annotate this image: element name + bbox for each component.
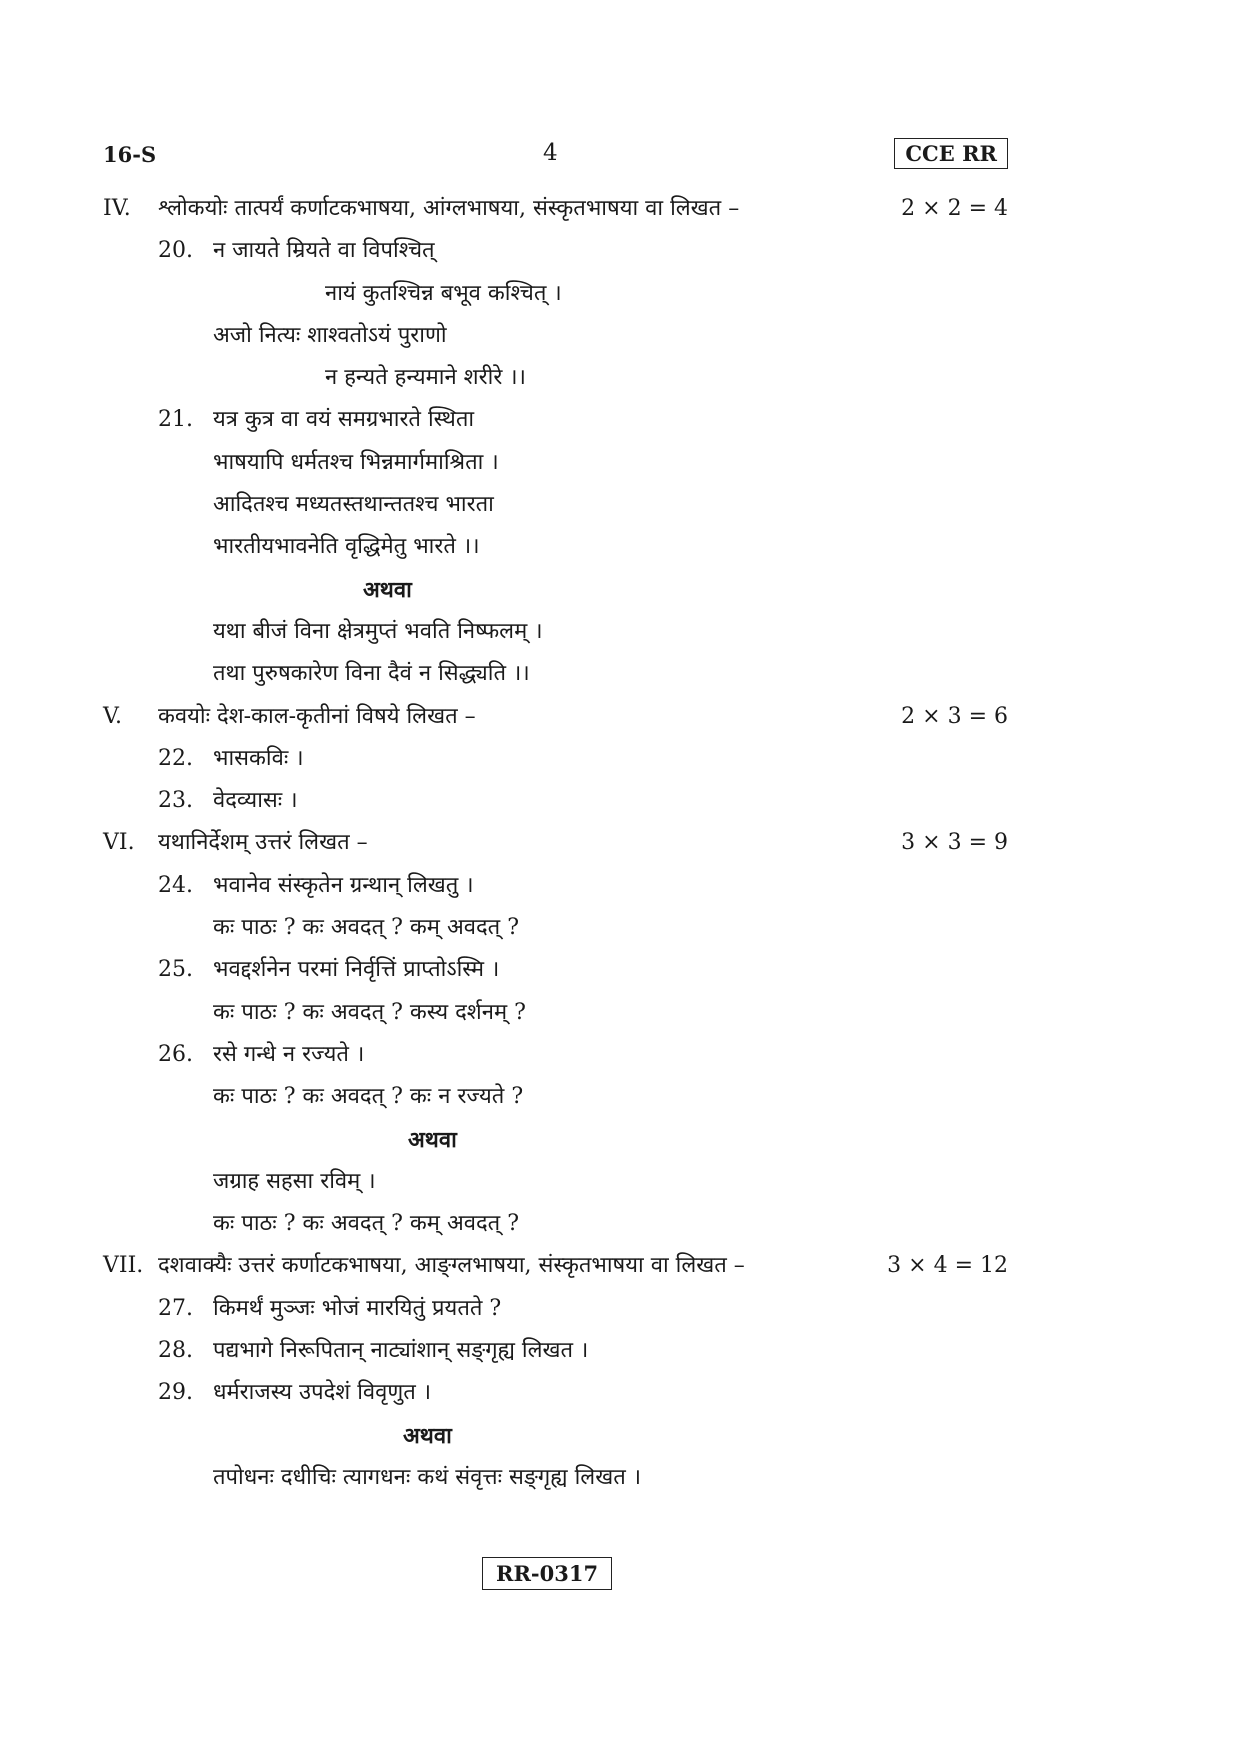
page-number: 4	[543, 140, 558, 166]
question-number: 27.	[158, 1295, 193, 1321]
question-22	[103, 738, 1008, 780]
section-marks: 3 × 4 = 12	[887, 1253, 1008, 1279]
question-text: वेदव्यासः ।	[213, 788, 298, 814]
or-label: अथवा	[408, 1126, 457, 1153]
section-instruction: दशवाक्यैः उत्तरं कर्णाटकभाषया, आङ्ग्लभाषया, संस्कृतभाषया वा लिखत –	[158, 1253, 745, 1279]
question-text: जग्राह सहसा रविम् ।	[213, 1168, 376, 1194]
verse-line: यथा बीजं विना क्षेत्रमुप्तं भवति निष्फलम् ।	[213, 618, 543, 644]
section-iv-heading	[103, 188, 1008, 230]
section-v-heading	[103, 696, 1008, 738]
question-number: 25.	[158, 957, 193, 983]
question-content	[103, 188, 1008, 1499]
paper-code: 16-S	[103, 142, 157, 167]
or-divider	[103, 1119, 1008, 1161]
question-21	[103, 399, 1008, 441]
section-number: IV.	[103, 196, 131, 221]
alternative-line	[103, 611, 1008, 653]
alternative-line	[103, 1161, 1008, 1203]
verse-line-row	[103, 315, 1008, 357]
question-number: 22.	[158, 745, 193, 771]
or-label: अथवा	[363, 576, 412, 603]
verse-line: यत्र कुत्र वा वयं समग्रभारते स्थिता	[213, 407, 475, 433]
question-text: भासकविः ।	[213, 745, 304, 771]
alternative-line	[103, 1457, 1008, 1499]
question-27	[103, 1288, 1008, 1330]
verse-line: नायं कुतश्चिन्न बभूव कश्चित् ।	[325, 280, 562, 306]
question-number: 21.	[158, 407, 193, 433]
sub-question: कः पाठः ? कः अवदत् ? कस्य दर्शनम् ?	[213, 999, 526, 1025]
verse-line: तथा पुरुषकारेण विना दैवं न सिद्ध्यति ।।	[213, 661, 530, 687]
section-instruction: यथानिर्देशम् उत्तरं लिखत –	[158, 830, 368, 856]
question-text: रसे गन्धे न रज्यते ।	[213, 1041, 365, 1067]
sub-question: कः पाठः ? कः अवदत् ? कम् अवदत् ?	[213, 1211, 520, 1237]
verse-line: आदितश्च मध्यतस्तथान्ततश्च भारता	[213, 492, 494, 518]
footer-code-box: RR-0317	[482, 1557, 612, 1590]
question-text: धर्मराजस्य उपदेशं विवृणुत ।	[213, 1380, 432, 1406]
or-divider	[103, 569, 1008, 611]
series-box: CCE RR	[894, 138, 1008, 169]
section-instruction: कवयोः देश-काल-कृतीनां विषये लिखत –	[158, 703, 476, 729]
verse-line-row	[103, 442, 1008, 484]
sub-question: कः पाठः ? कः अवदत् ? कः न रज्यते ?	[213, 1084, 524, 1110]
question-number: 24.	[158, 872, 193, 898]
question-number: 29.	[158, 1380, 193, 1406]
verse-line-row	[103, 357, 1008, 399]
verse-line: भाषयापि धर्मतश्च भिन्नमार्गमाश्रिता ।	[213, 449, 499, 475]
section-number: V.	[103, 703, 123, 729]
question-29	[103, 1372, 1008, 1414]
question-text: भवद्दर्शनेन परमां निर्वृत्तिं प्राप्तोऽस्मि ।	[213, 957, 500, 983]
question-number: 20.	[158, 238, 193, 264]
question-text: पद्यभागे निरूपितान् नाट्यांशान् सङ्गृह्य लिखत ।	[213, 1338, 589, 1364]
or-label: अथवा	[403, 1422, 452, 1449]
section-marks: 2 × 2 = 4	[901, 196, 1008, 221]
verse-line-row	[103, 526, 1008, 568]
verse-line: न जायते म्रियते वा विपश्चित्	[213, 238, 435, 264]
verse-line-row	[103, 484, 1008, 526]
question-23	[103, 780, 1008, 822]
question-text: तपोधनः दधीचिः त्यागधनः कथं संवृत्तः सङ्गृह्य लिखत ।	[213, 1464, 642, 1490]
section-marks: 2 × 3 = 6	[901, 703, 1008, 729]
section-marks: 3 × 3 = 9	[901, 830, 1008, 856]
section-vi-heading	[103, 822, 1008, 864]
section-vii-heading	[103, 1245, 1008, 1287]
section-number: VII.	[103, 1253, 144, 1279]
question-text: भवानेव संस्कृतेन ग्रन्थान् लिखतु ।	[213, 872, 474, 898]
question-text: किमर्थं मुञ्जः भोजं मारयितुं प्रयतते ?	[213, 1295, 502, 1321]
sub-question-row	[103, 907, 1008, 949]
sub-question: कः पाठः ? कः अवदत् ? कम् अवदत् ?	[213, 915, 520, 941]
question-number: 23.	[158, 788, 193, 814]
question-24	[103, 865, 1008, 907]
question-25	[103, 949, 1008, 991]
alternative-line	[103, 653, 1008, 695]
verse-line-row	[103, 273, 1008, 315]
question-number: 28.	[158, 1338, 193, 1364]
sub-question-row	[103, 1076, 1008, 1118]
verse-line: भारतीयभावनेति वृद्धिमेतु भारते ।।	[213, 534, 480, 560]
section-instruction: श्लोकयोः तात्पर्यं कर्णाटकभाषया, आंग्लभाषया, संस्कृतभाषया वा लिखत –	[158, 196, 740, 221]
question-20	[103, 230, 1008, 272]
or-divider	[103, 1415, 1008, 1457]
sub-question-row	[103, 992, 1008, 1034]
question-number: 26.	[158, 1041, 193, 1067]
page-header	[103, 140, 1008, 180]
alternative-line	[103, 1203, 1008, 1245]
question-28	[103, 1330, 1008, 1372]
verse-line: अजो नित्यः शाश्वतोऽयं पुराणो	[213, 322, 447, 348]
verse-line: न हन्यते हन्यमाने शरीरे ।।	[325, 365, 526, 391]
question-26	[103, 1034, 1008, 1076]
section-number: VI.	[103, 830, 135, 856]
